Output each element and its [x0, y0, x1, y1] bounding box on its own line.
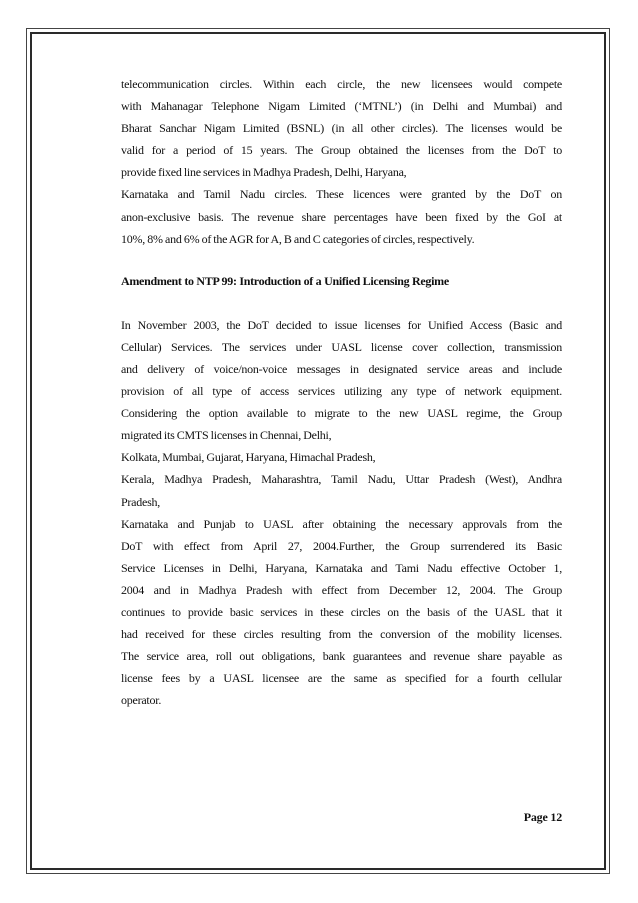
page-number: Page 12	[523, 810, 562, 824]
paragraph-licensing-terms	[121, 73, 562, 250]
text-line: Kolkata, Mumbai, Gujarat, Haryana, Himachal Pradesh,	[121, 450, 376, 465]
text-line: Service Licenses in Delhi, Haryana, Karnataka and Tami Nadu effective October 1,	[121, 560, 562, 575]
text-line: migrated its CMTS licenses in Chennai, Delhi,	[121, 428, 332, 443]
text-line: had received for these circles resulting from the conversion of the mobility licenses.	[121, 627, 562, 642]
text-line: Cellular) Services. The services under UASL license cover collection, transmission	[121, 339, 562, 354]
text-line: and delivery of voice/non-voice messages in designated service areas and include	[121, 361, 562, 376]
text-line: continues to provide basic services in these circles on the basis of the UASL that it	[121, 604, 562, 619]
document-body	[121, 73, 562, 711]
text-line: 2004 and in Madhya Pradesh with effect from December 12, 2004. The Group	[121, 582, 562, 597]
text-line: telecommunication circles. Within each circle, the new licensees would compete	[121, 77, 562, 91]
spacer	[121, 292, 562, 314]
text-line: provision of all type of access services utilizing any type of network equipment.	[121, 384, 562, 399]
text-line: In November 2003, the DoT decided to issue licenses for Unified Access (Basic and	[121, 317, 562, 332]
section-heading: Amendment to NTP 99: Introduction of a Unified Licensing Regime	[121, 273, 449, 288]
text-line: DoT with effect from April 27, 2004.Further, the Group surrendered its Basic	[121, 538, 562, 553]
spacer	[121, 250, 562, 270]
paragraph-unified-licensing	[121, 314, 562, 712]
text-line: Karnataka and Punjab to UASL after obtaining the necessary approvals from the	[121, 516, 562, 531]
text-line: Considering the option available to migrate to the new UASL regime, the Group	[121, 406, 562, 421]
text-line: 10%, 8% and 6% of the AGR for A, B and C categories of circles, respectively.	[121, 231, 475, 246]
text-line: valid for a period of 15 years. The Group obtained the licenses from the DoT to	[121, 143, 562, 158]
text-line: Bharat Sanchar Nigam Limited (BSNL) (in all other circles). The licenses would be	[121, 121, 562, 136]
text-line: provide fixed line services in Madhya Pradesh, Delhi, Haryana,	[121, 165, 407, 180]
text-line: Karnataka and Tamil Nadu circles. These licences were granted by the DoT on	[121, 187, 562, 202]
text-line: with Mahanagar Telephone Nigam Limited (‘MTNL’) (in Delhi and Mumbai) and	[121, 99, 562, 114]
text-line: Kerala, Madhya Pradesh, Maharashtra, Tamil Nadu, Uttar Pradesh (West), Andhra	[121, 472, 562, 487]
text-line: operator.	[121, 693, 162, 708]
text-line: The service area, roll out obligations, bank guarantees and revenue share payable as	[121, 649, 562, 664]
text-line: license fees by a UASL licensee are the same as specified for a fourth cellular	[121, 671, 562, 686]
text-line: anon-exclusive basis. The revenue share percentages have been fixed by the GoI at	[121, 209, 562, 224]
text-line: Pradesh,	[121, 494, 160, 509]
